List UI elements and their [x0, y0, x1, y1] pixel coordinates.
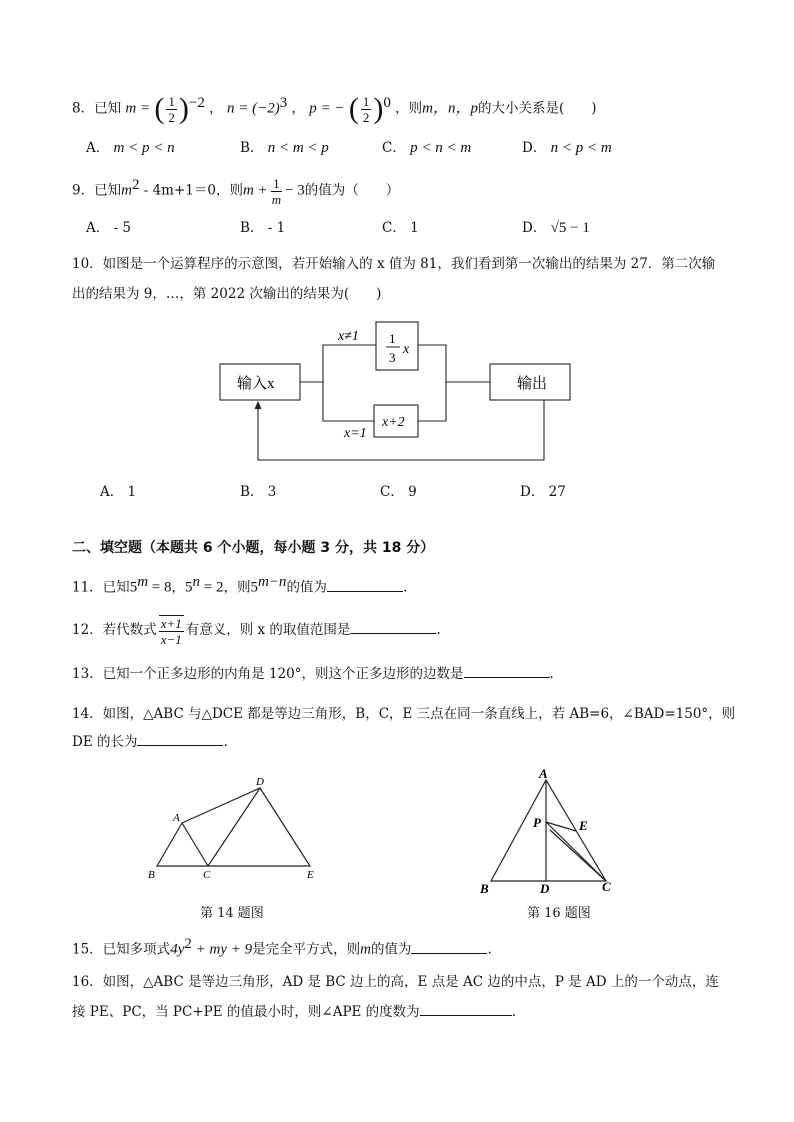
q9-option-c[interactable]: C． 1	[382, 220, 419, 236]
figure-16	[470, 762, 630, 902]
q8-right-paren-2: )	[373, 92, 384, 125]
q11-answer-blank[interactable]	[327, 591, 403, 592]
q13-stem: 13．已知一个正多边形的内角是 120°，则这个正多边形的边数是 .	[72, 666, 554, 682]
q8-frac1: $\frac{1}{2}$	[168, 93, 175, 125]
input-label: 输入x	[237, 376, 275, 392]
output-label: 输出	[517, 376, 548, 392]
triangle-dce	[208, 788, 310, 866]
q12-frac: $\frac{x+1}{x-1}$	[160, 615, 182, 647]
q9-number: 9．已知	[72, 182, 122, 199]
top-condition: x≠1	[338, 329, 359, 344]
q10-flow-diagram	[210, 315, 590, 470]
q10-option-c[interactable]: C． 9	[380, 484, 417, 500]
add-op-label: x+2	[382, 415, 405, 430]
divide-frac-den: 3	[389, 350, 396, 365]
q9-frac: $\frac{1}{m}$	[271, 175, 282, 207]
q10-stem-line1: 10．如图是一个运算程序的示意图，若开始输入的 x 值为 81，我们看到第一次输出的结果为 27．第二次输	[72, 256, 716, 272]
label-d-16: D	[540, 881, 550, 896]
q12-stem: 12．若代数式 $\frac{x+1}{x-1}$ 有意义，则 x 的取值范围是 .	[72, 615, 441, 647]
figure-14-caption: 第 14 题图	[200, 906, 264, 921]
label-e-16: E	[579, 818, 588, 833]
q15-stem: 15．已知多项式$4y^2$ + my + 9是完全平方式，则m的值为 .	[72, 936, 492, 958]
q8-number: 8．已知	[72, 100, 122, 117]
q8-m-exp: −2	[188, 95, 205, 111]
top-branch-line-right	[418, 345, 490, 382]
label-e: E	[307, 869, 314, 881]
q8-n: n = (−2)	[226, 100, 280, 117]
divide-frac-num: 1	[389, 331, 396, 346]
label-c: C	[203, 869, 211, 881]
q15-answer-blank[interactable]	[411, 953, 487, 954]
bottom-branch-line	[323, 382, 374, 421]
q8-option-a[interactable]: A． m < p < n	[86, 140, 175, 156]
label-d: D	[256, 776, 264, 788]
label-p-16: P	[533, 815, 541, 830]
q16-stem-line2: 接 PE、PC，当 PC+PE 的值最小时，则∠APE 的度数为 .	[72, 1004, 516, 1020]
q9-option-a[interactable]: A． - 5	[86, 220, 131, 236]
divide-box	[376, 322, 418, 370]
q8-left-paren: (	[154, 92, 165, 125]
divide-var: x	[403, 342, 410, 357]
triangle-abc	[157, 823, 208, 866]
segment-be	[550, 830, 606, 881]
label-a: A	[173, 812, 180, 824]
q14-stem-line1: 14．如图，△ABC 与△DCE 都是等边三角形，B，C，E 三点在同一条直线上，若 AB=6，∠BAD=150°，则	[72, 706, 736, 722]
label-a-16: A	[539, 766, 548, 781]
q10-stem-line2: 出的结果为 9，…，第 2022 次输出的结果为( )	[72, 286, 382, 302]
q9-option-b[interactable]: B． - 1	[240, 220, 286, 236]
q10-option-d[interactable]: D． 27	[520, 484, 566, 500]
q9-option-d[interactable]: D． √5 − 1	[522, 220, 590, 236]
q8-option-b[interactable]: B． n < m < p	[240, 140, 329, 156]
figure-14	[140, 770, 330, 885]
q13-answer-blank[interactable]	[464, 677, 550, 678]
loop-arrow-head	[255, 401, 262, 409]
q8-stem: 8．已知 m = ( $\frac{1}{2}$ )$^{-2}$ ， $n = (-2)^3$ ， p = − ( $\frac{1}{2}$ )$^0$ ，则m，n，p的大小关系是( )	[72, 92, 597, 125]
figure-16-caption: 第 16 题图	[527, 906, 591, 921]
top-branch-line	[300, 345, 376, 382]
q11-stem: 11．已知$5^m = 8$，$5^n = 2$，则$5^{m-n}$的值为 .	[72, 574, 408, 596]
q8-frac2: $\frac{1}{2}$	[362, 93, 370, 125]
q14-answer-blank[interactable]	[137, 745, 223, 746]
q8-right-paren: )	[178, 92, 189, 125]
loop-back-line	[258, 400, 544, 460]
q9-stem: 9．已知$m^2 - 4m+1=0$，则m + $\frac{1}{m}$ − 3的值为（ ）	[72, 175, 400, 207]
label-b: B	[148, 869, 155, 881]
q8-p: p = −	[309, 100, 345, 117]
bottom-condition: x=1	[344, 426, 367, 441]
label-b-16: B	[480, 881, 489, 896]
q8-option-d[interactable]: D． n < p < m	[522, 140, 612, 156]
label-c-16: C	[602, 879, 611, 894]
q8-m: m =	[125, 100, 151, 117]
q16-answer-blank[interactable]	[420, 1015, 512, 1016]
q8-option-c[interactable]: C． p < n < m	[382, 140, 472, 156]
q10-option-a[interactable]: A． 1	[100, 484, 137, 500]
q12-answer-blank[interactable]	[350, 633, 436, 634]
section-fill-in-title: 二、填空题（本题共 6 个小题，每小题 3 分，共 18 分）	[72, 540, 435, 556]
q10-option-b[interactable]: B． 3	[240, 484, 277, 500]
q14-stem-line2: DE 的长为 .	[72, 734, 228, 750]
q16-stem-line1: 16．如图，△ABC 是等边三角形，AD 是 BC 边上的高，E 点是 AC 边的中点，P 是 AD 上的一个动点，连	[72, 974, 719, 990]
q8-left-paren-2: (	[348, 92, 359, 125]
bottom-branch-line-right	[418, 382, 446, 421]
